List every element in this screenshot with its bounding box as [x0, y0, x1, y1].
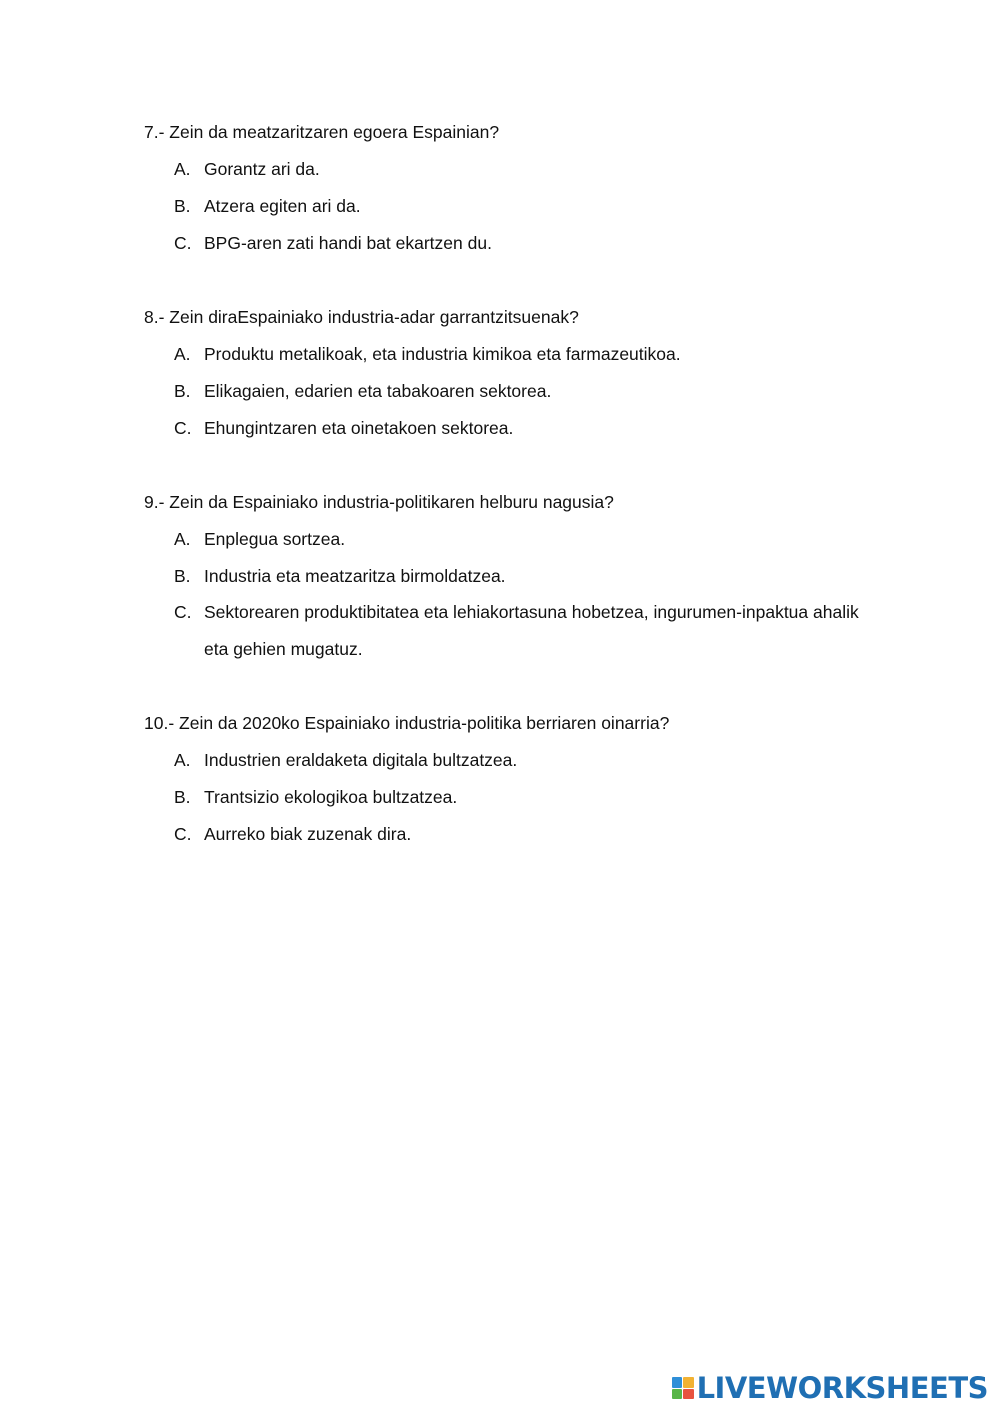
question-text: 9.- Zein da Espainiako industria-politikaren helburu nagusia? [144, 492, 614, 512]
option-letter: B. [174, 196, 191, 216]
answer-option-a[interactable] [144, 528, 904, 550]
option-letter: A. [174, 159, 191, 179]
answer-option-b[interactable] [144, 380, 904, 402]
option-text: Produktu metalikoak, eta industria kimikoa eta farmazeutikoa. [204, 344, 681, 364]
answer-option-c[interactable] [144, 594, 874, 668]
answer-option-a[interactable] [144, 158, 904, 180]
option-letter: B. [174, 566, 191, 586]
option-letter: C. [174, 233, 192, 253]
answer-option-c[interactable] [144, 823, 904, 845]
option-letter: B. [174, 381, 191, 401]
answer-options [144, 158, 904, 254]
option-letter: A. [174, 344, 191, 364]
option-text: Enplegua sortzea. [204, 529, 346, 549]
question-text: 10.- Zein da 2020ko Espainiako industria-politika berriaren oinarria? [144, 713, 670, 733]
question-8 [144, 306, 904, 439]
option-text: Trantsizio ekologikoa bultzatzea. [204, 787, 458, 807]
logo-text: LIVEWORKSHEETS [696, 1371, 988, 1405]
answer-option-a[interactable] [144, 343, 904, 365]
question-9 [144, 491, 904, 668]
option-text: Aurreko biak zuzenak dira. [204, 824, 412, 844]
option-text: Elikagaien, edarien eta tabakoaren sektorea. [204, 381, 552, 401]
question-7 [144, 121, 904, 254]
option-text: Industria eta meatzaritza birmoldatzea. [204, 566, 506, 586]
option-letter: C. [174, 602, 192, 622]
option-text: Atzera egiten ari da. [204, 196, 361, 216]
answer-options [144, 343, 904, 439]
question-text: 7.- Zein da meatzaritzaren egoera Espainian? [144, 122, 500, 142]
option-letter: C. [174, 418, 192, 438]
answer-options [144, 749, 904, 845]
answer-option-c[interactable] [144, 232, 904, 254]
option-letter: B. [174, 787, 191, 807]
answer-option-b[interactable] [144, 565, 904, 587]
option-letter: C. [174, 824, 192, 844]
answer-option-b[interactable] [144, 195, 904, 217]
option-letter: A. [174, 750, 191, 770]
option-text: Industrien eraldaketa digitala bultzatzea. [204, 750, 518, 770]
question-text: 8.- Zein diraEspainiako industria-adar garrantzitsuenak? [144, 307, 579, 327]
option-text: BPG-aren zati handi bat ekartzen du. [204, 233, 492, 253]
question-10 [144, 712, 904, 845]
option-letter: A. [174, 529, 191, 549]
option-text: Ehungintzaren eta oinetakoen sektorea. [204, 418, 514, 438]
answer-option-a[interactable] [144, 749, 904, 771]
liveworksheets-logo[interactable] [672, 1372, 988, 1404]
option-text: Sektorearen produktibitatea eta lehiakortasuna hobetzea, ingurumen-inpaktua ahalik eta gehien mugatuz. [204, 602, 859, 659]
option-text: Gorantz ari da. [204, 159, 320, 179]
answer-options [144, 528, 904, 668]
liveworksheets-logo-icon [672, 1377, 694, 1399]
answer-option-b[interactable] [144, 786, 904, 808]
answer-option-c[interactable] [144, 417, 904, 439]
